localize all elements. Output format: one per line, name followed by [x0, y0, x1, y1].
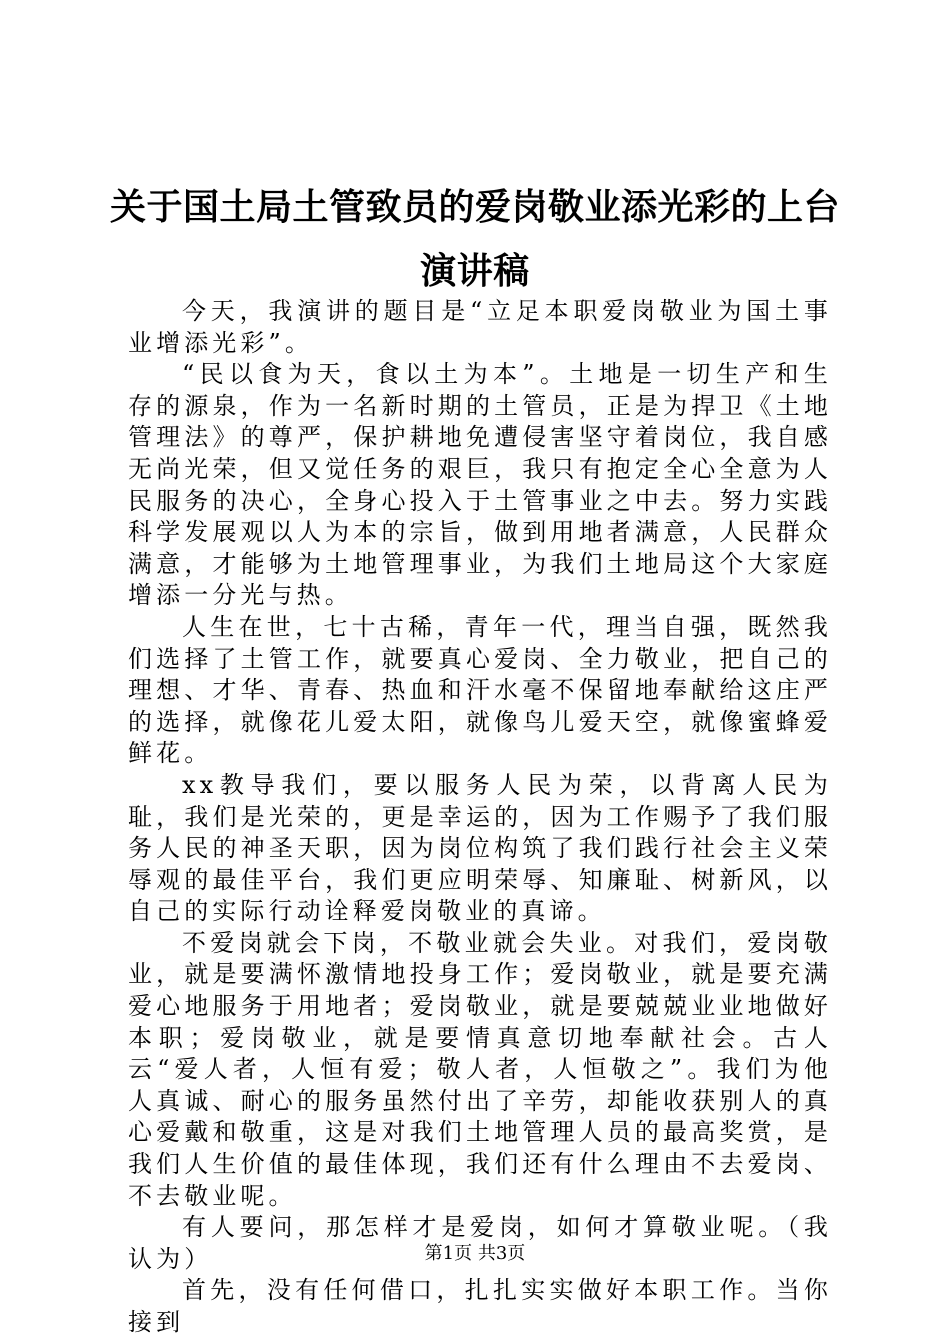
body-paragraph: xx教导我们，要以服务人民为荣，以背离人民为耻，我们是光荣的，更是幸运的，因为工作赐予了我们服务人民的神圣天职，因为岗位构筑了我们践行社会主义荣辱观的最佳平台，我们更应明荣辱、知廉耻、树新风，以自己的实际行动诠释爱岗敬业的真谛。	[128, 770, 832, 926]
body-paragraph: 人生在世，七十古稀，青年一代，理当自强，既然我们选择了土管工作，就要真心爱岗、全力敬业，把自己的理想、才华、青春、热血和汗水毫不保留地奉献给这庄严的选择，就像花儿爱太阳，就像鸟儿爱天空，就像蜜蜂爱鲜花。	[128, 612, 832, 768]
body-paragraph: 首先，没有任何借口，扎扎实实做好本职工作。当你接到	[128, 1276, 832, 1336]
body-paragraph: 今天，我演讲的题目是“立足本职爱岗敬业为国土事业增添光彩”。	[128, 297, 832, 357]
document-title-line-1: 关于国土局土管致员的爱岗敬业添光彩的上台	[109, 186, 840, 228]
page-footer: 第1页 共3页	[424, 1243, 526, 1264]
body-paragraph: 有人要问，那怎样才是爱岗，如何才算敬业呢。（我认为）	[128, 1213, 832, 1273]
document-title-line-2: 演讲稿	[420, 250, 530, 292]
body-paragraph: 不爱岗就会下岗，不敬业就会失业。对我们，爱岗敬业，就是要满怀激情地投身工作；爱岗敬业，就是要充满爱心地服务于用地者；爱岗敬业，就是要兢兢业业地做好本职；爱岗敬业，就是要情真意切地奉献社会。古人云“爱人者，人恒有爱；敬人者，人恒敬之”。我们为他人真诚、耐心的服务虽然付出了辛劳，却能收获别人的真心爱戴和敬重，这是对我们土地管理人员的最高奖赏，是我们人生价值的最佳体现，我们还有什么理由不去爱岗、不去敬业呢。	[128, 928, 832, 1210]
document-body	[128, 296, 832, 1339]
body-paragraph: “民以食为天，食以土为本”。土地是一切生产和生存的源泉，作为一名新时期的土管员，正是为捍卫《土地管理法》的尊严，保护耕地免遭侵害坚守着岗位，我自感无尚光荣，但又觉任务的艰巨，我只有抱定全心全意为人民服务的决心，全身心投入于土管事业之中去。努力实践科学发展观以人为本的宗旨，做到用地者满意，人民群众满意，才能够为土地管理事业，为我们土地局这个大家庭增添一分光与热。	[128, 360, 832, 610]
